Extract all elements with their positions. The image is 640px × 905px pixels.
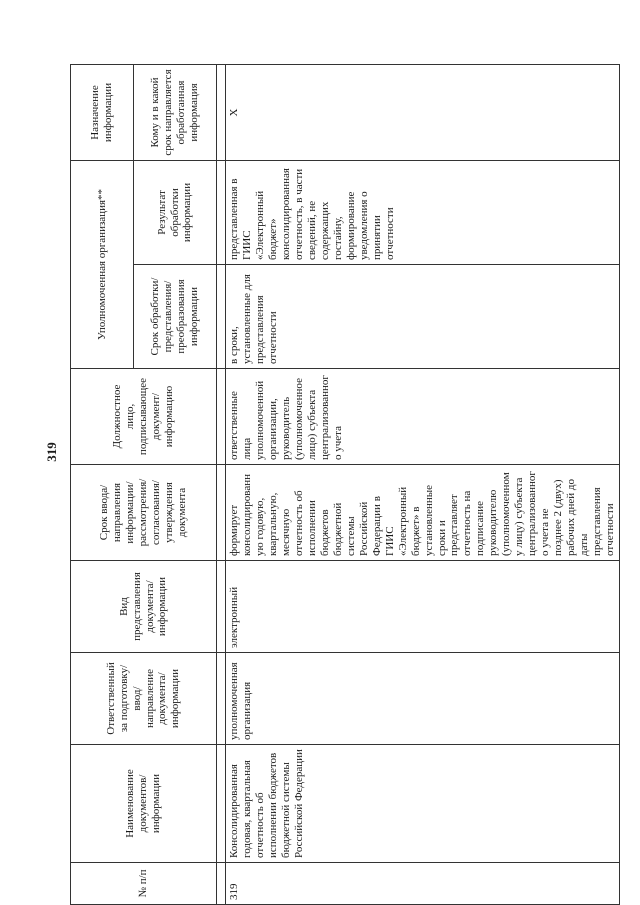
header-authorized-deadline: Срок обработки/ представления/ преобразования информации [134, 265, 217, 369]
spacer-row [217, 64, 226, 904]
cell-num: 319 [226, 863, 620, 905]
header-official: Должностное лицо, подписывающее документ/ информацию [71, 369, 217, 465]
header-deadline: Срок ввода/ направления информации/ рассмотрения/ согласования/ утверждения документа [71, 465, 217, 561]
cell-name: Консолидированная годовая, квартальная отчетность об исполнении бюджетов бюджетной системы Российской Федерации [226, 745, 620, 863]
document-table [70, 64, 620, 905]
page-number: 319 [44, 442, 59, 462]
header-num: № п/п [71, 863, 217, 905]
header-responsible: Ответственный за подготовку/ ввод/ направление документа/ информации [71, 653, 217, 745]
header-authorized-result: Результат обработки информации [134, 160, 217, 264]
header-row [71, 64, 134, 904]
header-name: Наименование документов/информации [71, 745, 217, 863]
cell-type: электронный [226, 561, 620, 653]
table-container [70, 65, 640, 900]
cell-deadline: формирует консолидированную годовую, квартальную, месячную отчетность об исполнении бюджетов бюджетной системы Российской Федерации в ГИИС «Электронный бюджет» в установленные сроки и представляет отчетность на подписание руководителю (уполномоченному лицу) субъекта централизованного учета не позднее 2 (двух) рабочих дней до даты представления отчетности [226, 465, 620, 561]
header-purpose-sub: Кому и в какой срок направляется обработанная информация [134, 64, 217, 160]
header-purpose: Назначение информации [71, 64, 134, 160]
cell-official: ответственные лица уполномоченной организации, руководитель (уполномоченное лицо) субъекта централизованного учета [226, 369, 620, 465]
cell-authorized-deadline: в сроки, установленные для представления отчетности [226, 265, 620, 369]
cell-responsible: уполномоченная организация [226, 653, 620, 745]
cell-purpose: X [226, 64, 620, 160]
cell-authorized-result: представленная в ГИИС «Электронный бюджет» консолидированная отчетность, в части сведений, не содержащих гостайну, формирование уведомления о принятии отчетности [226, 160, 620, 264]
header-authorized-org: Уполномоченная организация** [71, 160, 134, 368]
table-row [226, 64, 620, 904]
header-type: Вид представления документа/ информации [71, 561, 217, 653]
